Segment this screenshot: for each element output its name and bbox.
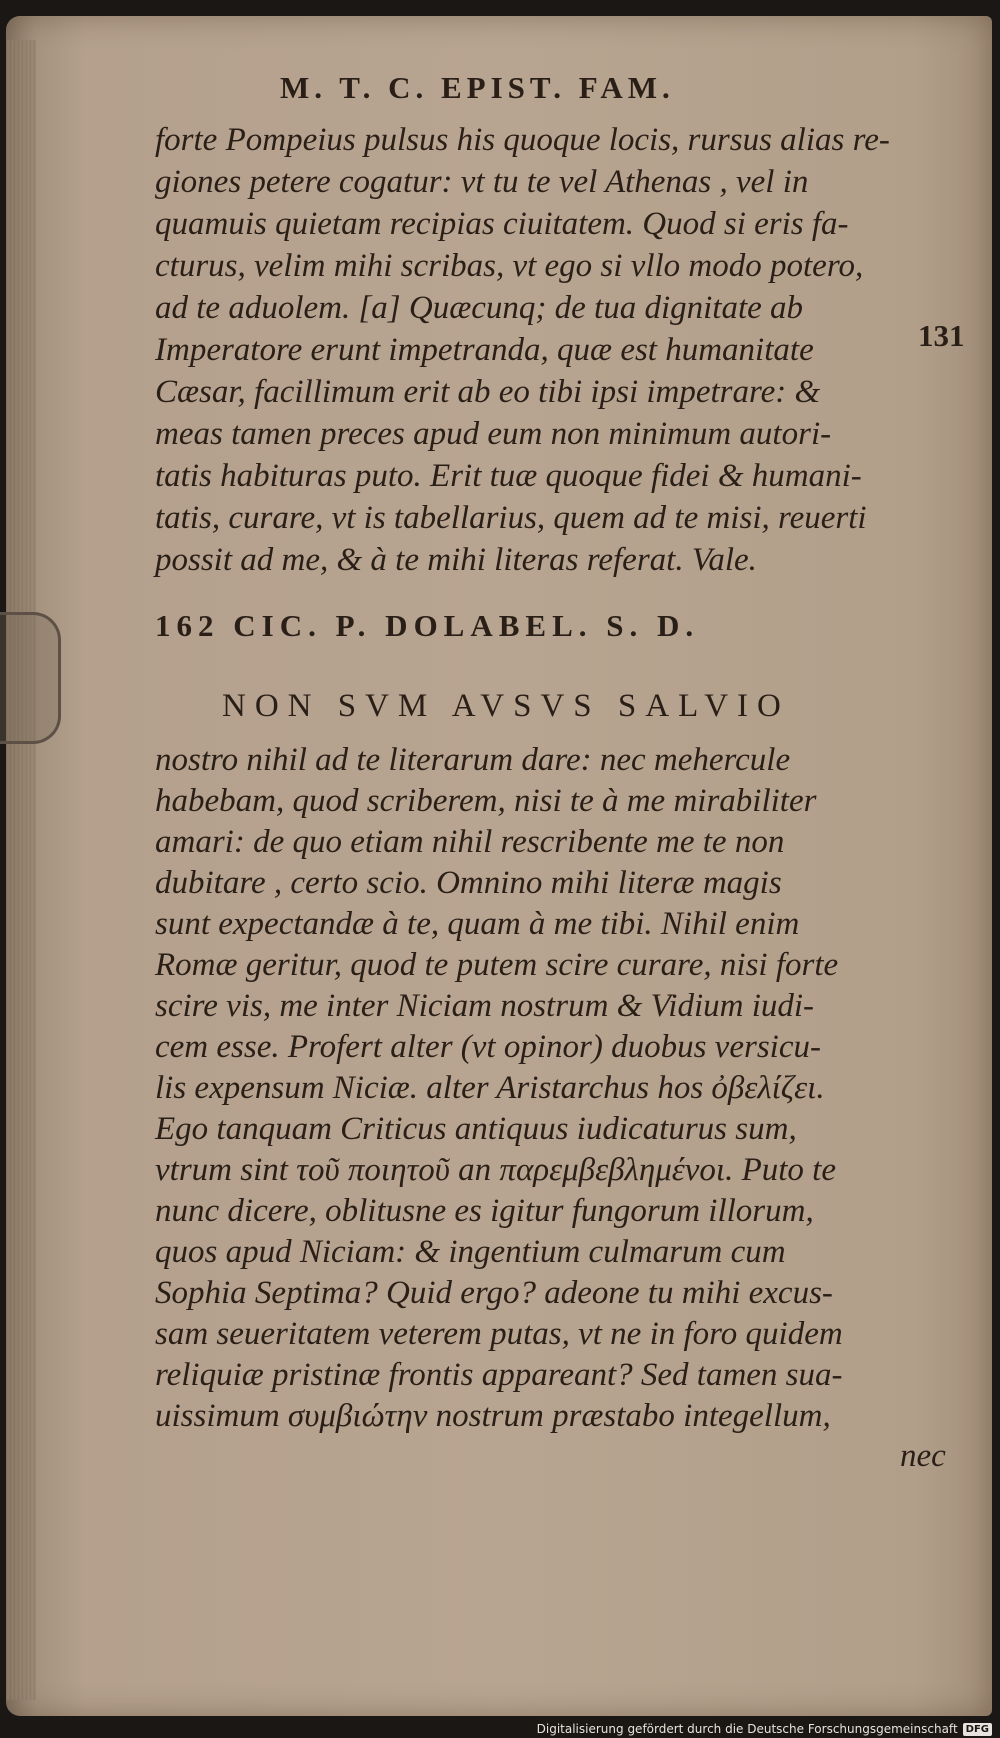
text-line: tatis, curare, vt is tabellarius, quem ad te misi, reuerti xyxy=(155,500,867,536)
text-line: vtrum sint τοῦ ποιητοῦ an παρεμβεβλημένοι. Puto te xyxy=(155,1152,836,1188)
letter2-opening-text: NON SVM AVSVS SALVIO xyxy=(222,688,790,724)
text-line: Cæsar, facillimum erit ab eo tibi ipsi impetrare: & xyxy=(155,374,821,410)
text-line: Imperatore erunt impetranda, quæ est humanitate xyxy=(155,332,814,368)
text-line: amari: de quo etiam nihil rescribente me te non xyxy=(155,824,785,860)
text-line: uissimum συμβιώτην nostrum præstabo integellum, xyxy=(155,1398,831,1434)
page-edges xyxy=(6,40,36,1700)
text-line: ad te aduolem. [a] Quæcunq; de tua dignitate ab xyxy=(155,290,804,326)
text-line: quos apud Niciam: & ingentium culmarum cum xyxy=(155,1234,786,1270)
text-line: nunc dicere, oblitusne es igitur fungorum illorum, xyxy=(155,1193,814,1229)
text-line: lis expensum Niciæ. alter Aristarchus hos ὀβελίζει. xyxy=(155,1070,825,1106)
text-line: possit ad me, & à te mihi literas referat. Vale. xyxy=(155,542,757,578)
text-line: Romæ geritur, quod te putem scire curare, nisi forte xyxy=(155,947,839,983)
letter2-heading: 162 CIC. P. DOLABEL. S. D. xyxy=(155,608,700,643)
letter2-opening xyxy=(222,688,790,725)
footer xyxy=(537,1722,992,1736)
catchword: nec xyxy=(900,1438,946,1474)
page-clip xyxy=(0,612,61,744)
text-line: dubitare , certo scio. Omnino mihi literæ magis xyxy=(155,865,782,901)
text-line: reliquiæ pristinæ frontis appareant? Sed tamen sua- xyxy=(155,1357,843,1393)
text-line: tatis habituras puto. Erit tuæ quoque fidei & humani- xyxy=(155,458,862,494)
dfg-logo: DFG xyxy=(963,1723,992,1736)
text-line: giones petere cogatur: vt tu te vel Athenas , vel in xyxy=(155,164,809,200)
text-line: nostro nihil ad te literarum dare: nec mehercule xyxy=(155,742,791,778)
text-line: forte Pompeius pulsus his quoque locis, rursus alias re- xyxy=(155,122,890,158)
text-line: sam seueritatem veterem putas, vt ne in foro quidem xyxy=(155,1316,843,1352)
text-line: sunt expectandæ à te, quam à me tibi. Nihil enim xyxy=(155,906,800,942)
text-line: habebam, quod scriberem, nisi te à me mirabiliter xyxy=(155,783,817,819)
running-head: M. T. C. EPIST. FAM. xyxy=(280,70,675,105)
text-line: meas tamen preces apud eum non minimum autori- xyxy=(155,416,832,452)
text-line: Sophia Septima? Quid ergo? adeone tu mihi excus- xyxy=(155,1275,833,1311)
text-line: scire vis, me inter Niciam nostrum & Vidium iudi- xyxy=(155,988,815,1024)
margin-page-number: 131 xyxy=(918,318,965,353)
text-line: quamuis quietam recipias ciuitatem. Quod si eris fa- xyxy=(155,206,849,242)
footer-text: Digitalisierung gefördert durch die Deutsche Forschungsgemeinschaft xyxy=(536,1722,958,1736)
text-line: Ego tanquam Criticus antiquus iudicaturus sum, xyxy=(155,1111,797,1147)
text-line: cem esse. Profert alter (vt opinor) duobus versicu- xyxy=(155,1029,821,1065)
text-line: cturus, velim mihi scribas, vt ego si vllo modo potero, xyxy=(155,248,864,284)
